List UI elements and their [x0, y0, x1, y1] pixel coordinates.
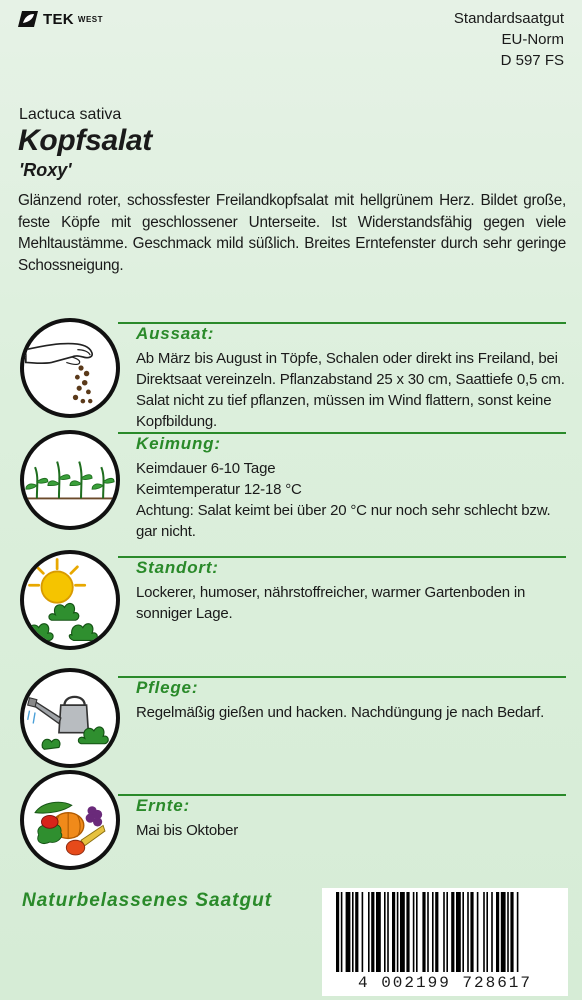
barcode-bar [406, 892, 409, 972]
text-line: Kopfbildung. [136, 413, 218, 430]
page-title: Kopfsalat [18, 124, 152, 157]
text-keimung [136, 458, 566, 542]
barcode-bar [387, 892, 389, 972]
text-line: gar nicht. [136, 523, 196, 540]
barcode-bar [352, 892, 354, 972]
barcode-bar [400, 892, 405, 972]
text-pflege [136, 702, 566, 723]
barcode-bar [456, 892, 461, 972]
barcode-bar [416, 892, 418, 972]
text-line: Achtung: Salat keimt bei über 20 °C nur noch sehr schlecht bzw. [136, 502, 551, 519]
heading-standort: Standort: [136, 558, 219, 577]
barcode-bar [427, 892, 429, 972]
section-keimung [18, 428, 566, 546]
barcode-bar [435, 892, 438, 972]
barcode-bar [451, 892, 454, 972]
barcode-bar [368, 892, 370, 972]
barcode-bar [432, 892, 434, 972]
barcode-bar [462, 892, 464, 972]
text-standort [136, 582, 566, 624]
barcode-bar [376, 892, 381, 972]
text-line: Mai bis Oktober [136, 822, 239, 839]
text-line: Lockerer, humoser, nährstoffreicher, warmer Gartenboden in [136, 584, 526, 601]
latin-name: Lactuca sativa [19, 106, 122, 123]
text-ernte [136, 820, 566, 841]
leaf-logo-icon [18, 9, 40, 29]
section-standort [18, 552, 566, 664]
barcode-bar [467, 892, 469, 972]
barcode-number: 4 002199 728617 [357, 974, 533, 992]
barcode-bar [413, 892, 415, 972]
barcode-bar [341, 892, 343, 972]
section-ernte [18, 790, 566, 886]
barcode-bars [322, 888, 568, 974]
barcode-bar [346, 892, 351, 972]
barcode-bar [491, 892, 493, 972]
barcode-bar [470, 892, 473, 972]
barcode-bar [355, 892, 358, 972]
heading-ernte: Ernte: [136, 796, 190, 815]
seedlings-icon [20, 430, 120, 530]
plant-description: Glänzend roter, schossfester Freilandkopfsalat mit hellgrünem Herz. Bildet große, feste Köpfe mit geschlossener Unterseite. Ist Widerstandsfähig gegen viele Mehltaustämme. Geschmack mild süßlich. Breites Erntefenster durch sehr geringe Schossneigung. [18, 192, 566, 274]
brand-logo [18, 9, 103, 29]
barcode-bar [392, 892, 395, 972]
barcode-bar [507, 892, 509, 972]
barcode-bar [362, 892, 364, 972]
heading-aussaat: Aussaat: [136, 324, 215, 343]
barcode-bar [443, 892, 445, 972]
brand-sub: WEST [77, 14, 104, 24]
harvest-basket-icon [20, 770, 120, 870]
barcode-bar [422, 892, 425, 972]
barcode-bar [510, 892, 513, 972]
brand-name: TEK [43, 10, 74, 28]
barcode-bar [501, 892, 506, 972]
sun-plants-icon [20, 550, 120, 650]
norm-code: D 597 FS [500, 52, 564, 69]
text-line: sonniger Lage. [136, 605, 233, 622]
barcode-bar [446, 892, 448, 972]
seed-norms [454, 8, 564, 71]
barcode-bar [496, 892, 499, 972]
barcode-bar [384, 892, 386, 972]
sowing-hand-icon [20, 318, 120, 418]
heading-keimung: Keimung: [136, 434, 221, 453]
barcode-bar [483, 892, 485, 972]
barcode-bar [517, 892, 519, 972]
barcode [322, 888, 568, 996]
barcode-bar [397, 892, 399, 972]
text-line: Ab März bis August in Töpfe, Schalen oder direkt ins Freiland, bei [136, 350, 558, 367]
variety-name: 'Roxy' [19, 160, 72, 180]
barcode-bar [486, 892, 488, 972]
text-line: Direktsaat vereinzeln. Pflanzabstand 25 x 30 cm, Saattiefe 0,5 cm. [136, 371, 565, 388]
norm-standard: Standardsaatgut [453, 10, 564, 27]
text-line: Regelmäßig gießen und hacken. Nachdüngung je nach Bedarf. [136, 704, 545, 721]
text-aussaat [136, 348, 566, 432]
section-aussaat [18, 318, 566, 430]
header [0, 0, 582, 90]
text-line: Keimdauer 6-10 Tage [136, 460, 276, 477]
watering-can-icon [20, 668, 120, 768]
norm-eu: EU-Norm [501, 31, 564, 48]
barcode-bar [477, 892, 479, 972]
heading-pflege: Pflege: [136, 678, 199, 697]
barcode-bar [336, 892, 339, 972]
text-line: Salat nicht zu tief pflanzen, müssen im Wind flattern, sonst keine [136, 392, 552, 409]
barcode-bar [371, 892, 374, 972]
tagline: Naturbelassenes Saatgut [22, 890, 273, 911]
section-pflege [18, 672, 566, 772]
text-line: Keimtemperatur 12-18 °C [136, 481, 302, 498]
